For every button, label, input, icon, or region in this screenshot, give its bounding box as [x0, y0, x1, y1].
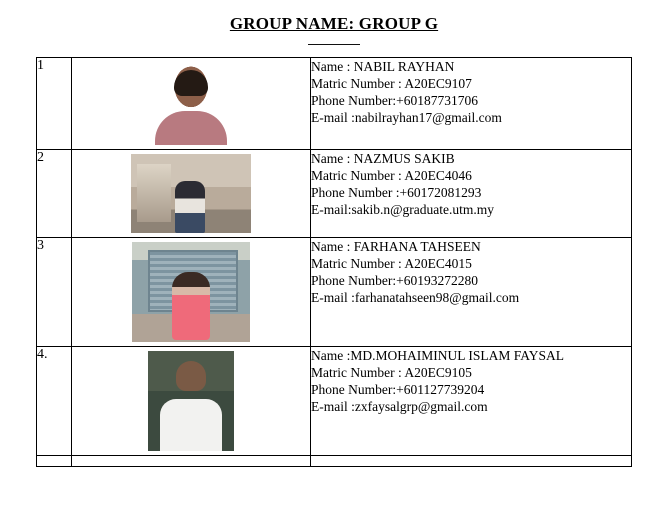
member-name: Name : NABIL RAYHAN [311, 59, 455, 74]
member-email: E-mail :zxfaysalgrp@gmail.com [311, 399, 488, 414]
member-email: E-mail:sakib.n@graduate.utm.my [311, 202, 495, 217]
member-phone: Phone Number:+601127739204 [311, 382, 485, 397]
member-photo-farhana-tahseen [132, 242, 250, 342]
member-photo-nazmus-sakib [131, 154, 251, 233]
row-info-cell [311, 150, 632, 238]
member-matric: Matric Number : A20EC4046 [311, 168, 472, 183]
member-name: Name :MD.MOHAIMINUL ISLAM FAYSAL [311, 348, 564, 363]
member-phone: Phone Number:+60193272280 [311, 273, 478, 288]
member-email: E-mail :farhanatahseen98@gmail.com [311, 290, 520, 305]
page-title: GROUP NAME: GROUP G [229, 14, 439, 33]
table-row [37, 347, 632, 456]
row-number-empty [37, 456, 72, 467]
photo-wrapper [72, 150, 310, 237]
member-phone: Phone Number:+60187731706 [311, 93, 478, 108]
row-number: 2 [37, 150, 72, 238]
photo-wrapper [72, 238, 310, 346]
row-photo-cell [72, 150, 311, 238]
member-photo-nabil-rayhan [147, 62, 235, 145]
member-matric: Matric Number : A20EC9107 [311, 76, 472, 91]
member-phone: Phone Number :+60172081293 [311, 185, 482, 200]
row-info-cell [311, 58, 632, 150]
row-photo-cell [72, 238, 311, 347]
row-photo-cell-empty [72, 456, 311, 467]
photo-wrapper [72, 347, 310, 455]
member-name: Name : FARHANA TAHSEEN [311, 239, 481, 254]
member-email: E-mail :nabilrayhan17@gmail.com [311, 110, 502, 125]
table-row [37, 238, 632, 347]
row-photo-cell [72, 347, 311, 456]
table-row [37, 58, 632, 150]
table-row-partial [37, 456, 632, 467]
row-info-cell [311, 347, 632, 456]
title-divider [308, 44, 360, 45]
table-row [37, 150, 632, 238]
member-name: Name : NAZMUS SAKIB [311, 151, 455, 166]
member-matric: Matric Number : A20EC9105 [311, 365, 472, 380]
row-number: 4. [37, 347, 72, 456]
row-info-cell [311, 238, 632, 347]
document-page [0, 14, 668, 521]
row-info-cell-empty [311, 456, 632, 467]
row-photo-cell [72, 58, 311, 150]
photo-wrapper [72, 58, 310, 149]
member-photo-md-mohaiminul-islam-faysal [148, 351, 234, 451]
row-number: 1 [37, 58, 72, 150]
group-members-table [36, 57, 632, 467]
row-number: 3 [37, 238, 72, 347]
member-matric: Matric Number : A20EC4015 [311, 256, 472, 271]
